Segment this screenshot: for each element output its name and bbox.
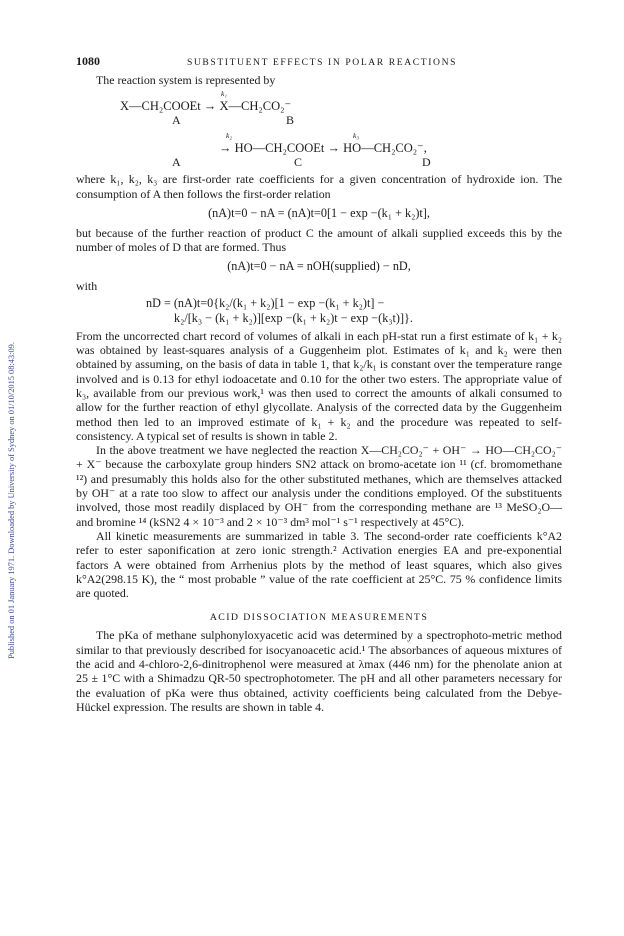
equation-3b: k₂/[k₃ − (k₁ + k₂)][exp −(k₁ + k₂)t − exp −(k₃t)]}. [174,310,413,325]
paragraph-2: but because of the further reaction of product C the amount of alkali supplied exceeds this by the number of moles of D that are formed. Thus [76,225,562,255]
paragraph-4: In the above treatment we have neglected the reaction X—CH₂CO₂⁻ + OH⁻ → HO—CH₂CO₂⁻ + X⁻ because the carboxylate group hinders SN2 attack on bromo-acetate ion ¹¹ (cf. bromomethane ¹²) and presumably this holds also for the other substituted methanes, which are themselves attacked by OH⁻ at a rate too slow to affect our analysis under the conditions employed. Of the substituents involved, those most readily displaced by OH⁻ from the corresponding methane are ¹³ MeSO₂O— and bromine ¹⁴ (kSN2 4 × 10⁻³ and 2 × 10⁻³ dm³ mol⁻¹ s⁻¹ respectively at 45°C). [76,443,562,529]
intro-text: The reaction system is represented by [96,73,276,87]
scheme-labels-2 [76,155,562,169]
with-text: with [76,279,98,294]
rate-constant-line-1 [76,89,562,98]
label-a: A [172,113,181,128]
download-notice-text: Published on 01 January 1971. Downloaded by University of Sydney on 01/10/2015 08:43:09. [6,341,16,659]
rate-constant-line-2 [76,131,562,140]
reaction-scheme [76,89,562,169]
k3-label: k₃ [353,131,360,141]
equation-3a: nD = (nA)t=0{k₂/(k₁ + k₂)[1 − exp −(k₁ + k₂)t] − [146,295,385,310]
equation-1: (nA)t=0 − nA = (nA)t=0[1 − exp −(k₁ + k₂)t], [208,205,430,220]
download-notice [0,150,22,850]
k2-label: k₂ [226,131,233,141]
scheme-row-2: → HO—CH₂COOEt → HO—CH₂CO₂⁻, [219,141,427,156]
paragraph-1: where k₁, k₂, k₃ are first-order rate coefficients for a given concentration of hydroxide ion. The consumption of A then follows the first-order relation [76,172,562,201]
running-title: SUBSTITUENT EFFECTS IN POLAR REACTIONS [186,57,458,68]
equation-2: (nA)t=0 − nA = nOH(supplied) − nD, [227,259,411,274]
section-heading: ACID DISSOCIATION MEASUREMENTS [209,612,429,624]
paragraph-5: All kinetic measurements are summarized in table 3. The second-order rate coefficients k°A2 refer to ester saponification at zero ionic strength.² Activation energies EA and pre-exponential factors A were obtained from Arrhenius plots by the method of least squares, which also gives k°A2(298.15 K), the “ most probable ” value of the rate coefficient at 25°C. 75 % confidence limits are quoted. [76,528,562,601]
page-number: 1080 [76,54,100,68]
label-d: D [422,155,431,170]
paragraph-6: The pKa of methane sulphonyloxyacetic acid was determined by a spectrophoto-metric method similar to that previously described for isocyanoacetic acid.¹ The absorbances of aqueous mixtures of the acid and 4-chloro-2,6-dinitrophenol were measured at λmax (446 nm) for the phenolate anion at 25 ± 1°C with a Shimadzu QR-50 spectrophotometer. The pH and all other parameters necessary for the evaluation of pKa were thus obtained, activity coefficients being calculated from the Debye-Hückel expression. The results are shown in table 4. [76,628,562,714]
k1-label: k₁ [221,89,228,99]
scheme-row-1: X—CH₂COOEt → X—CH₂CO₂⁻ [120,99,292,114]
label-b: B [286,113,295,128]
page [76,54,562,714]
paragraph-3: From the uncorrected chart record of volumes of alkali in each pH-stat run a first estimate of k₁ + k₂ was obtained by least-squares analysis of a Guggenheim plot. Estimates of k₁ and k₂ were then obtained by assuming, on the basis of data in table 1, that k₂/k₁ is constant over the temperature range involved and is 0.13 for ethyl iodoacetate and 0.10 for the other two esters. The appropriate value of k₃, available from our previous work,¹ was then used to correct the amounts of alkali consumed to allow for the further reaction of ethyl glycollate. Analysis of the corrected data by the Guggenheim method then led to an improved estimate of k₁ + k₂ and the procedure was repeated to self-consistency. A typical set of results is shown in table 2. [76,328,562,443]
scheme-labels-1 [76,113,562,127]
label-a-2: A [172,155,181,170]
label-c: C [294,155,303,170]
page-header [76,54,562,69]
